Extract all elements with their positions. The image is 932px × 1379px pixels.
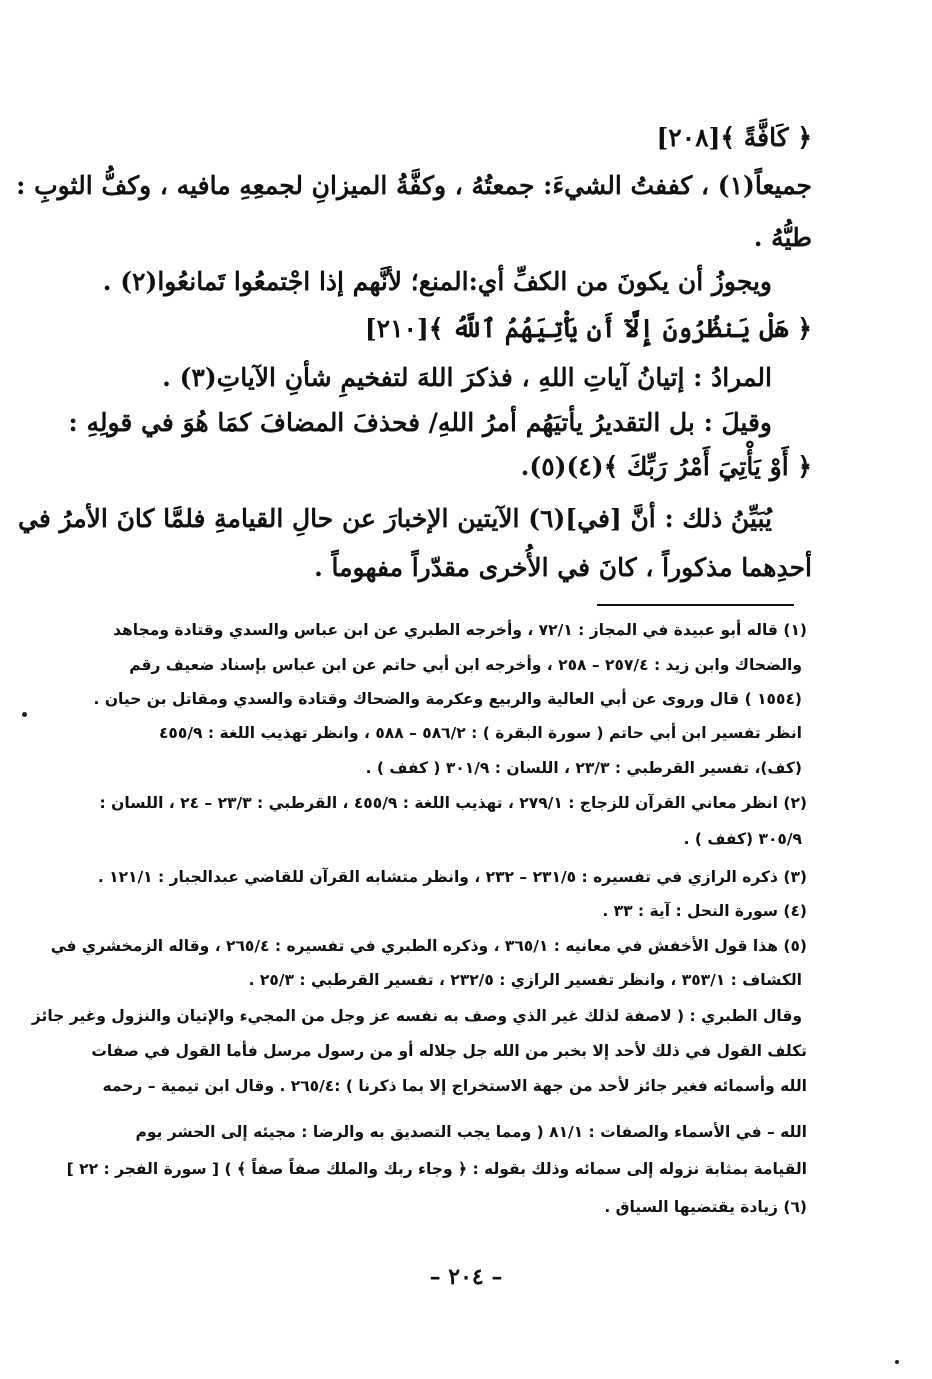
scan-speck <box>22 712 27 717</box>
footnote-line: (١٥٥٤ ) قال وروى عن أبي العالية والربيع وعكرمة والضحاك وقتادة والسدي ومقاتل بن حيان . <box>93 690 802 708</box>
verse-quote: ﴿ أَوْ يَأْتِيَ أَمْرُ رَبِّكَ ﴾(٤)(٥). <box>520 452 812 481</box>
footnote-line: وقال الطبري : ( لاصفة لذلك غير الذي وصف به نفسه عز وجل من المجيء والإتيان والنزول وغير جائز <box>31 1007 802 1025</box>
footnote-separator <box>597 604 794 606</box>
footnote-line: (٤) سورة النحل : آية : ٣٣ . <box>602 902 807 920</box>
verse-heading-210: ﴿ هَلْ يَنظُرُونَ إِلَّآ أَن يَأْتِيَهُمُ ٱللَّهُ ﴾[٢١٠] <box>364 314 812 343</box>
body-line: وقيلَ : بل التقديرُ يأتيَهُم أمرُ اللهِ/ فحذفَ المضافَ كمَا هُوَ في قولِهِ : <box>68 408 772 437</box>
page-number: – ٢٠٤ – <box>429 1264 503 1290</box>
footnote-line: (٢) انظر معاني القرآن للزجاج : ٢٧٩/١ ، تهذيب اللغة : ٤٥٥/٩ ، القرطبي : ٢٣/٣ – ٢٤ ، اللسان : <box>99 794 807 812</box>
footnote-line: الكشاف : ٣٥٣/١ ، وانظر تفسير الرازي : ٢٣٢/٥ ، تفسير القرطبي : ٢٥/٣ . <box>248 971 802 989</box>
body-line: يُبَيِّنُ ذلك : أنَّ [في](٦) الآيتين الإخبارَ عن حالِ القيامةِ فلمَّا كانَ الأمرُ في <box>17 504 772 533</box>
footnote-line: انظر تفسير ابن أبي حاتم ( سورة البقرة ) : ٥٨٦/٢ – ٥٨٨ ، وانظر تهذيب اللغة : ٤٥٥/٩ <box>158 724 802 742</box>
footnote-line: ٣٠٥/٩ (كفف ) . <box>683 830 802 848</box>
footnote-line: (٦) زيادة يقتضيها السياق . <box>604 1198 807 1216</box>
body-line: المرادُ : إتيانُ آياتِ اللهِ ، فذكرَ اللهَ لتفخيمِ شأنِ الآياتِ(٣) . <box>162 363 772 392</box>
verse-heading-208: ﴿ كَافَّةً ﴾[٢٠٨] <box>656 123 812 152</box>
body-line: طيُّهُ . <box>753 223 812 252</box>
footnote-line: الله وأسمائه فغير جائز لأحد من جهة الاستخراج إلا بما ذكرنا ) :٢٦٥/٤ . وقال ابن تيمية – رحمه <box>102 1077 807 1095</box>
footnote-line: والضحاك وابن زيد : ٢٥٧/٤ – ٢٥٨ ، وأخرجه ابن أبي حاتم عن ابن عباس بإسناد ضعيف رقم <box>129 656 802 674</box>
body-line: أحدِهما مذكوراً ، كانَ في الأُخرى مقدّراً مفهوماً . <box>314 553 812 582</box>
body-line: ويجوزُ أن يكونَ من الكفِّ أي:المنع؛ لأنَّهم إذا اجْتمعُوا تَمانعُوا(٢) . <box>102 267 772 296</box>
footnote-line: الله – في الأسماء والصفات : ٨١/١ ( ومما يجب التصديق به والرضا : مجيئه إلى الحشر يوم <box>135 1123 807 1141</box>
body-line: جميعاً(١) ، كففتُ الشيءَ: جمعتُهُ ، وكفَّةُ الميزانِ لجمعِهِ مافيه ، وكفُّ الثوبِ : <box>16 171 812 200</box>
footnote-line: (كف)، تفسير القرطبي : ٢٣/٣ ، اللسان : ٣٠١/٩ ( كفف ) . <box>365 759 802 777</box>
footnote-line: (٣) ذكره الرازي في تفسيره : ٢٣١/٥ – ٢٣٢ ، وانظر متشابه القرآن للقاضي عبدالجبار : ١٢١/١ . <box>97 868 807 886</box>
footnote-line: (٥) هذا قول الأخفش في معانيه : ٣٦٥/١ ، وذكره الطبري في تفسيره : ٢٦٥/٤ ، وقاله الزمخشري في <box>50 937 807 955</box>
footnote-line: تكلف القول في ذلك لأحد إلا بخبر من الله جل جلاله أو من رسول مرسل فأما القول في صفات <box>91 1042 807 1060</box>
footnote-line: (١) قاله أبو عبيدة في المجاز : ٧٢/١ ، وأخرجه الطبري عن ابن عباس والسدي وقتادة ومجاهد <box>113 621 807 639</box>
scan-speck <box>895 1360 899 1364</box>
footnote-line: القيامة بمثابة نزوله إلى سمائه وذلك بقوله : ﴿ وجاء ربك والملك صفاً صفاً ﴾ ) [ سورة الفجر : ٢٢ ] <box>66 1160 807 1178</box>
